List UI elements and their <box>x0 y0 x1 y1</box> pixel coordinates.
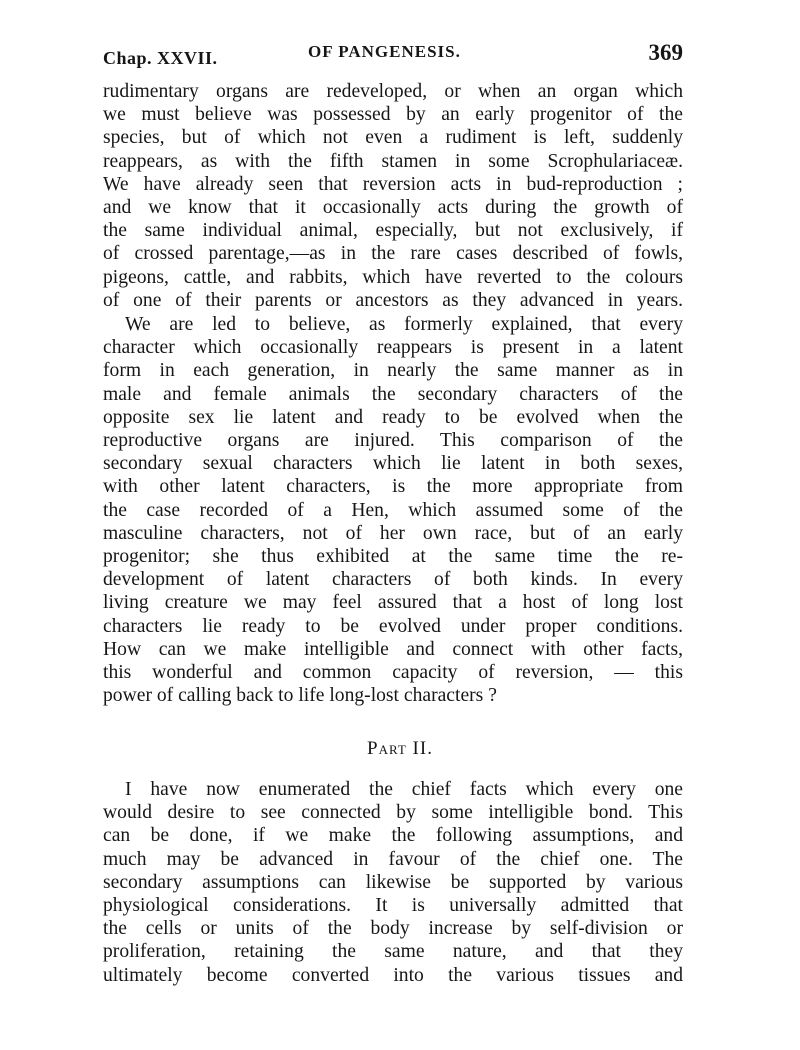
paragraph-2 <box>103 313 683 707</box>
page-number: 369 <box>648 40 683 65</box>
text-line: rudimentary organs are redeveloped, or when an organ which <box>103 81 683 102</box>
text-line: of crossed parentage,—as in the rare cases described of fowls, <box>103 243 683 265</box>
text-line: secondary assumptions can likewise be supported by various <box>103 871 683 893</box>
text-line: ultimately become converted into the various tissues and <box>103 964 683 986</box>
text-line: We have already seen that reversion acts in bud-reproduction ; <box>103 173 683 195</box>
text-line: development of latent characters of both kinds. In every <box>103 569 683 591</box>
text-line: the cells or units of the body increase by self-division or <box>103 918 683 940</box>
text-line: male and female animals the secondary characters of the <box>103 383 683 405</box>
text-line: reappears, as with the fifth stamen in some Scrophulariaceæ. <box>103 150 683 172</box>
text-line: would desire to see connected by some intelligible bond. This <box>103 802 683 824</box>
text-line: character which occasionally reappears is present in a latent <box>103 337 683 359</box>
chapter-label: Chap. XXVII. <box>103 48 218 68</box>
text-line: much may be advanced in favour of the chief one. The <box>103 848 683 870</box>
text-line: form in each generation, in nearly the same manner as in <box>103 360 683 382</box>
text-line: pigeons, cattle, and rabbits, which have reverted to the colours <box>103 266 683 288</box>
text-line: of one of their parents or ancestors as they advanced in years. <box>103 289 683 311</box>
running-head <box>103 40 683 70</box>
text-line: secondary sexual characters which lie latent in both sexes, <box>103 453 683 475</box>
text-line: with other latent characters, is the more appropriate from <box>103 476 683 498</box>
text-line: this wonderful and common capacity of reversion, — this <box>103 662 683 684</box>
text-line: the same individual animal, especially, but not exclusively, if <box>103 220 683 242</box>
text-line: progenitor; she thus exhibited at the same time the re- <box>103 546 683 568</box>
text-line: masculine characters, not of her own race, but of an early <box>103 522 683 544</box>
text-line: living creature we may feel assured that a host of long lost <box>103 592 683 614</box>
text-line: proliferation, retaining the same nature, and that they <box>103 941 683 963</box>
text-line: we must believe was possessed by an early progenitor of the <box>103 104 683 126</box>
text-line: We are led to believe, as formerly explained, that every <box>125 314 683 335</box>
running-title: OF PANGENESIS. <box>308 42 461 61</box>
text-line: power of calling back to life long-lost characters ? <box>103 685 497 707</box>
text-line: the case recorded of a Hen, which assumed some of the <box>103 499 683 521</box>
text-line: reproductive organs are injured. This comparison of the <box>103 430 683 452</box>
text-line: How can we make intelligible and connect with other facts, <box>103 638 683 660</box>
paragraph-3 <box>103 778 683 987</box>
text-line: and we know that it occasionally acts during the growth of <box>103 197 683 219</box>
text-line: characters lie ready to be evolved under proper conditions. <box>103 615 683 637</box>
text-line: physiological considerations. It is universally admitted that <box>103 895 683 917</box>
text-line: opposite sex lie latent and ready to be evolved when the <box>103 406 683 428</box>
section-heading: Part II. <box>367 738 433 759</box>
paragraph-1 <box>103 80 683 312</box>
text-line: species, but of which not even a rudiment is left, suddenly <box>103 127 683 149</box>
text-line: I have now enumerated the chief facts which every one <box>125 779 683 800</box>
text-line: can be done, if we make the following assumptions, and <box>103 825 683 847</box>
